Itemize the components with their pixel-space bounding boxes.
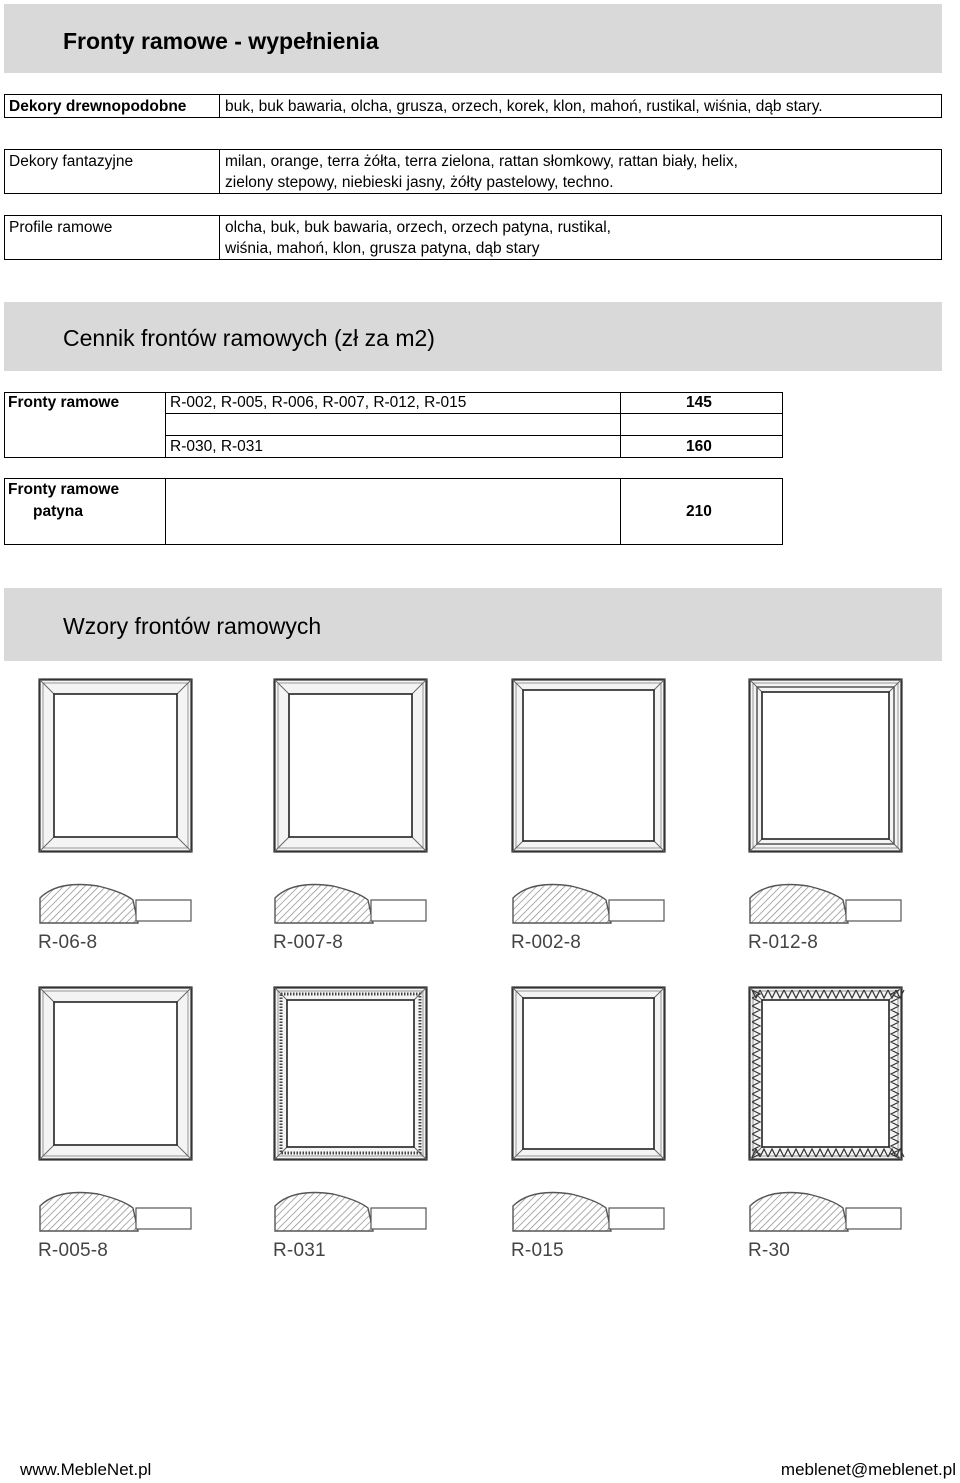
frame-code: R-012-8 — [748, 932, 819, 953]
frame-drawing — [38, 678, 198, 928]
frame-pattern-r-015 — [511, 986, 671, 1276]
frame-code: R-06-8 — [38, 932, 98, 953]
price-row2-price: 210 — [686, 503, 712, 520]
decor-fancy-value-line1: milan, orange, terra żółta, terra zielona, rattan słomkowy, rattan biały, helix, — [225, 153, 738, 170]
frame-code: R-005-8 — [38, 1240, 109, 1261]
footer-email[interactable]: meblenet@meblenet.pl — [780, 1460, 956, 1479]
frame-code: R-002-8 — [511, 932, 582, 953]
decor-wood-value: buk, buk bawaria, olcha, grusza, orzech, korek, klon, mahoń, rustikal, wiśnia, dąb stary. — [225, 98, 823, 115]
frame-drawing — [38, 986, 198, 1236]
footer-website[interactable]: www.MebleNet.pl — [20, 1460, 152, 1479]
profiles-value-cell — [219, 215, 942, 260]
profiles-value-line2: wiśnia, mahoń, klon, grusza patyna, dąb stary — [225, 240, 540, 257]
price-row1-models-b: R-030, R-031 — [170, 438, 264, 455]
frame-drawing — [511, 986, 671, 1236]
frame-drawing — [748, 678, 908, 928]
frame-code: R-031 — [273, 1240, 326, 1261]
decor-wood-value-cell — [219, 94, 942, 118]
frame-drawing — [748, 986, 908, 1236]
frame-code: R-015 — [511, 1240, 564, 1261]
section-title-fillings: Fronty ramowe - wypełnienia — [63, 28, 379, 54]
frame-pattern-r-005-8 — [38, 986, 198, 1276]
section-title-patterns: Wzory frontów ramowych — [63, 613, 322, 639]
frame-pattern-r-007-8 — [273, 678, 433, 968]
section-banner-pricelist — [4, 302, 942, 371]
frame-pattern-r-002-8 — [511, 678, 671, 968]
frame-pattern-r-06-8 — [38, 678, 198, 968]
frame-pattern-r-30 — [748, 986, 908, 1276]
price-row2-label-line2: patyna — [33, 503, 83, 520]
frame-drawing — [273, 986, 433, 1236]
decor-wood-label: Dekory drewnopodobne — [9, 98, 187, 115]
section-banner-patterns — [4, 588, 942, 661]
frame-drawing — [511, 678, 671, 928]
profiles-label: Profile ramowe — [9, 219, 113, 236]
frame-pattern-r-012-8 — [748, 678, 908, 968]
decor-fancy-label-cell — [4, 149, 220, 194]
price-row1-price-a: 145 — [686, 394, 712, 411]
decor-fancy-value-line2: zielony stepowy, niebieski jasny, żółty pastelowy, techno. — [225, 174, 614, 191]
frame-drawing — [273, 678, 433, 928]
price-row2-label-line1: Fronty ramowe — [8, 481, 120, 498]
price-row1-models-a: R-002, R-005, R-006, R-007, R-012, R-015 — [170, 394, 467, 411]
decor-wood-label-cell — [4, 94, 220, 118]
decor-fancy-label: Dekory fantazyjne — [9, 153, 134, 170]
section-banner-fillings — [4, 4, 942, 73]
section-title-pricelist: Cennik frontów ramowych (zł za m2) — [63, 325, 435, 351]
frame-pattern-r-031 — [273, 986, 433, 1276]
frame-code: R-007-8 — [273, 932, 344, 953]
price-row1-label: Fronty ramowe — [8, 394, 120, 411]
price-row1-price-b: 160 — [686, 438, 712, 455]
frame-code: R-30 — [748, 1240, 790, 1261]
decor-fancy-value-cell — [219, 149, 942, 194]
profiles-label-cell — [4, 215, 220, 260]
profiles-value-line1: olcha, buk, buk bawaria, orzech, orzech patyna, rustikal, — [225, 219, 611, 236]
